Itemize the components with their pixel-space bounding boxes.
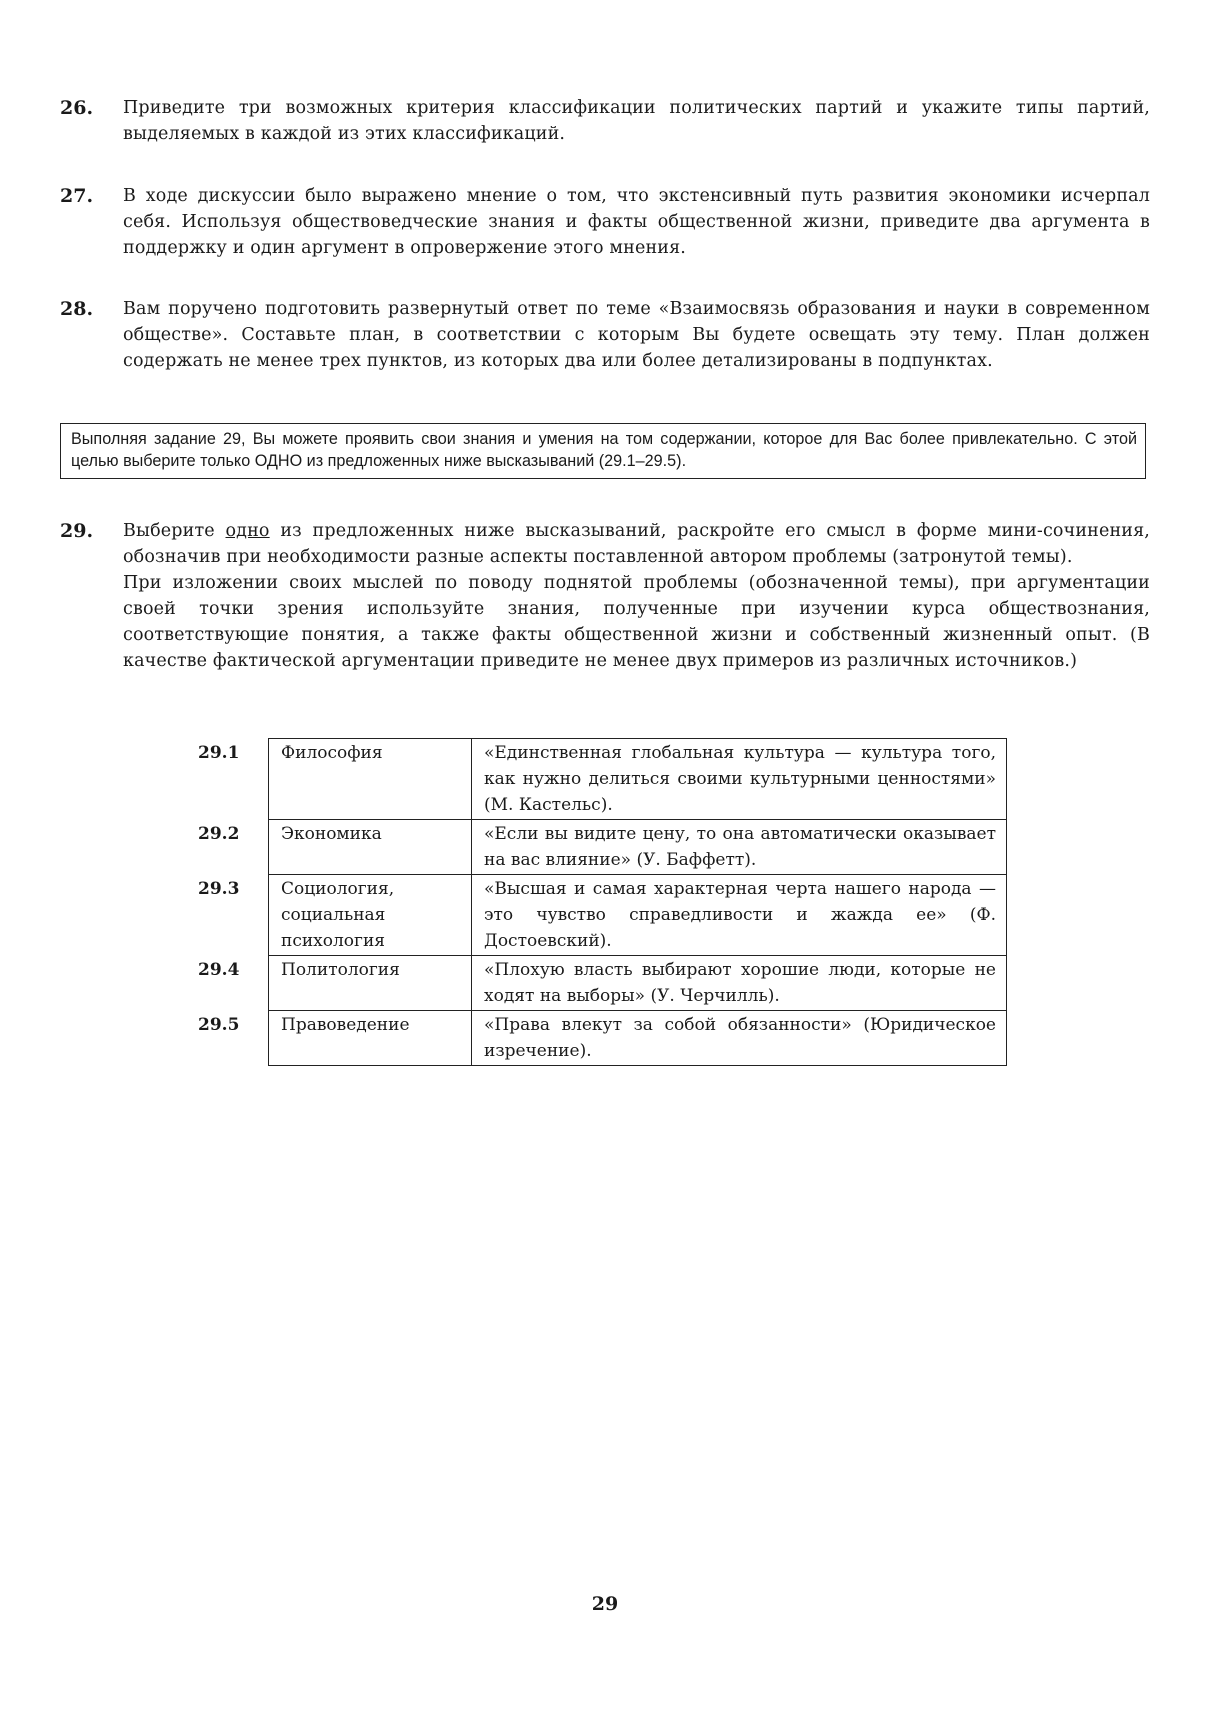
task-text: В ходе дискуссии было выражено мнение о том, что экстенсивный путь развития экономики исчерпал себя. Используя обществоведческие знания и факты общественной жизни, приведите два аргумента в поддержку и один аргумент в опровержение этого мнения. (123, 186, 1150, 258)
task-text: Вам поручено подготовить развернутый ответ по теме «Взаимосвязь образования и науки в современном обществе». Составьте план, в соответствии с которым Вы будете освещать эту тему. План должен содержать не менее трех пунктов, из которых два или более детализированы в подпунктах. (123, 299, 1150, 371)
topic-name: Политология (269, 956, 472, 1011)
topic-number: 29.3 (198, 878, 240, 899)
notice-box: Выполняя задание 29, Вы можете проявить свои знания и умения на том содержании, которое для Вас более привлекательно. С этой целью выберите только ОДНО из предложенных ниже высказываний (29.1–29.5). (60, 423, 1146, 479)
topic-name: Философия (269, 739, 472, 820)
task-text: Приведите три возможных критерия классификации политических партий и укажите типы партий, выделяемых в каждой из этих классификаций. (123, 98, 1150, 144)
topics-table (190, 738, 1007, 1066)
topic-name: Социология, социальная психология (269, 875, 472, 956)
table-row (190, 956, 1007, 1011)
task-26 (60, 95, 1150, 147)
topic-number: 29.1 (198, 742, 240, 763)
table-row (190, 739, 1007, 820)
task-29-paragraph-1 (123, 518, 1150, 570)
table-row (190, 820, 1007, 875)
topic-name: Правоведение (269, 1011, 472, 1066)
topic-quote: «Если вы видите цену, то она автоматически оказывает на вас влияние» (У. Баффетт). (472, 820, 1007, 875)
underlined-word: одно (225, 521, 270, 541)
text-fragment: из предложенных ниже высказываний, раскройте его смысл в форме мини-сочинения, обозначив при необходимости разные аспекты поставленной автором проблемы (затронутой темы). (123, 521, 1150, 567)
topic-quote: «Высшая и самая характерная черта нашего народа — это чувство справедливости и жажда ее» (Ф. Достоевский). (472, 875, 1007, 956)
task-number: 27. (60, 185, 94, 207)
task-number: 26. (60, 97, 94, 119)
topic-quote: «Плохую власть выбирают хорошие люди, которые не ходят на выборы» (У. Черчилль). (472, 956, 1007, 1011)
table-row (190, 875, 1007, 956)
task-29-paragraph-2: При изложении своих мыслей по поводу поднятой проблемы (обозначенной темы), при аргументации своей точки зрения используйте знания, полученные при изучении курса обществознания, соответствующие понятия, а также факты общественной жизни и собственный жизненный опыт. (В качестве фактической аргументации приведите не менее двух примеров из различных источников.) (123, 573, 1150, 671)
task-number: 29. (60, 520, 94, 542)
task-29 (60, 518, 1150, 674)
topic-number: 29.2 (198, 823, 240, 844)
topic-number: 29.5 (198, 1014, 240, 1035)
topic-quote: «Права влекут за собой обязанности» (Юридическое изречение). (472, 1011, 1007, 1066)
page-number: 29 (591, 1593, 619, 1615)
task-text (123, 518, 1150, 674)
topic-name: Экономика (269, 820, 472, 875)
task-number: 28. (60, 298, 94, 320)
table-row (190, 1011, 1007, 1066)
topic-quote: «Единственная глобальная культура — культура того, как нужно делиться своими культурными ценностями» (М. Кастельс). (472, 739, 1007, 820)
topic-number: 29.4 (198, 959, 240, 980)
task-28 (60, 296, 1150, 374)
text-fragment: Выберите (123, 521, 226, 541)
task-27 (60, 183, 1150, 261)
